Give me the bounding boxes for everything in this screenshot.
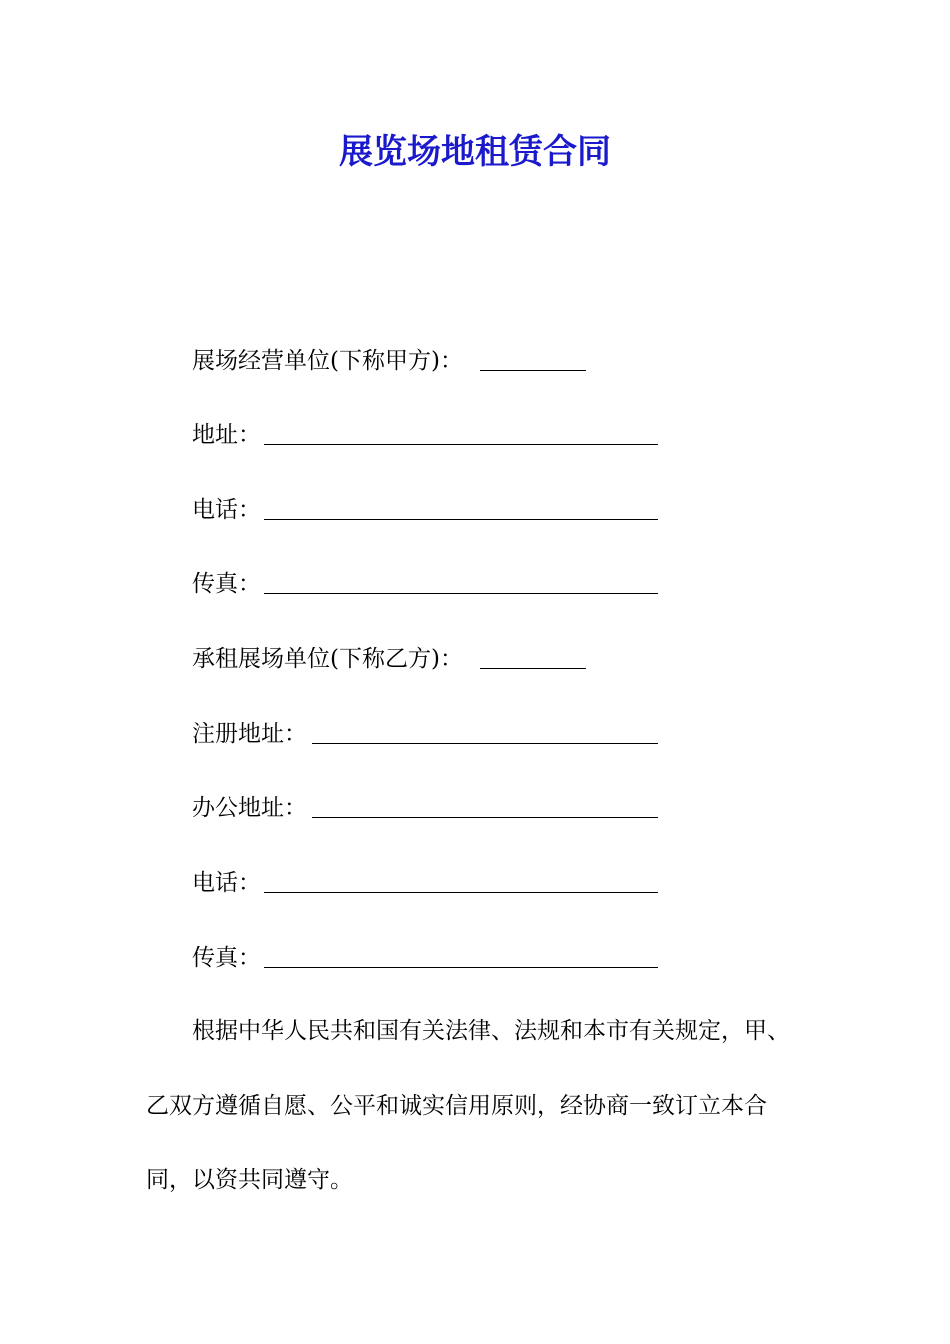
party-b-office-address-blank [312, 817, 658, 818]
party-a-unit-blank [480, 370, 586, 371]
party-b-fax-label: 传真： [192, 945, 261, 971]
party-a-unit-label: 展场经营单位(下称甲方)： [192, 348, 463, 374]
party-a-address-field [192, 417, 261, 453]
preamble-line: 乙双方遵循自愿、公平和诚实信用原则，经协商一致订立本合 [146, 1093, 767, 1119]
party-a-unit-field [192, 343, 463, 379]
preamble-line: 根据中华人民共和国有关法律、法规和本市有关规定，甲、 [192, 1018, 790, 1044]
party-a-phone-label: 电话： [192, 497, 261, 523]
party-b-fax-field [192, 940, 261, 976]
party-a-fax-label: 传真： [192, 571, 261, 597]
party-b-phone-label: 电话： [192, 870, 261, 896]
party-b-unit-label: 承租展场单位(下称乙方)： [192, 646, 463, 672]
party-a-address-label: 地址： [192, 422, 261, 448]
party-b-unit-blank [480, 668, 586, 669]
party-b-unit-field [192, 641, 463, 677]
party-b-fax-blank [264, 967, 658, 968]
preamble-line: 同，以资共同遵守。 [146, 1167, 353, 1193]
party-b-phone-blank [264, 892, 658, 893]
party-a-address-blank [264, 444, 658, 445]
contract-title: 展览场地租赁合同 [339, 132, 611, 172]
party-b-registered-address-field [192, 716, 307, 752]
party-b-office-address-label: 办公地址： [192, 795, 307, 821]
party-a-phone-field [192, 492, 261, 528]
party-b-office-address-field [192, 790, 307, 826]
party-b-phone-field [192, 865, 261, 901]
party-b-registered-address-label: 注册地址： [192, 721, 307, 747]
party-a-fax-field [192, 566, 261, 602]
party-b-registered-address-blank [312, 743, 658, 744]
party-a-fax-blank [264, 593, 658, 594]
party-a-phone-blank [264, 519, 658, 520]
